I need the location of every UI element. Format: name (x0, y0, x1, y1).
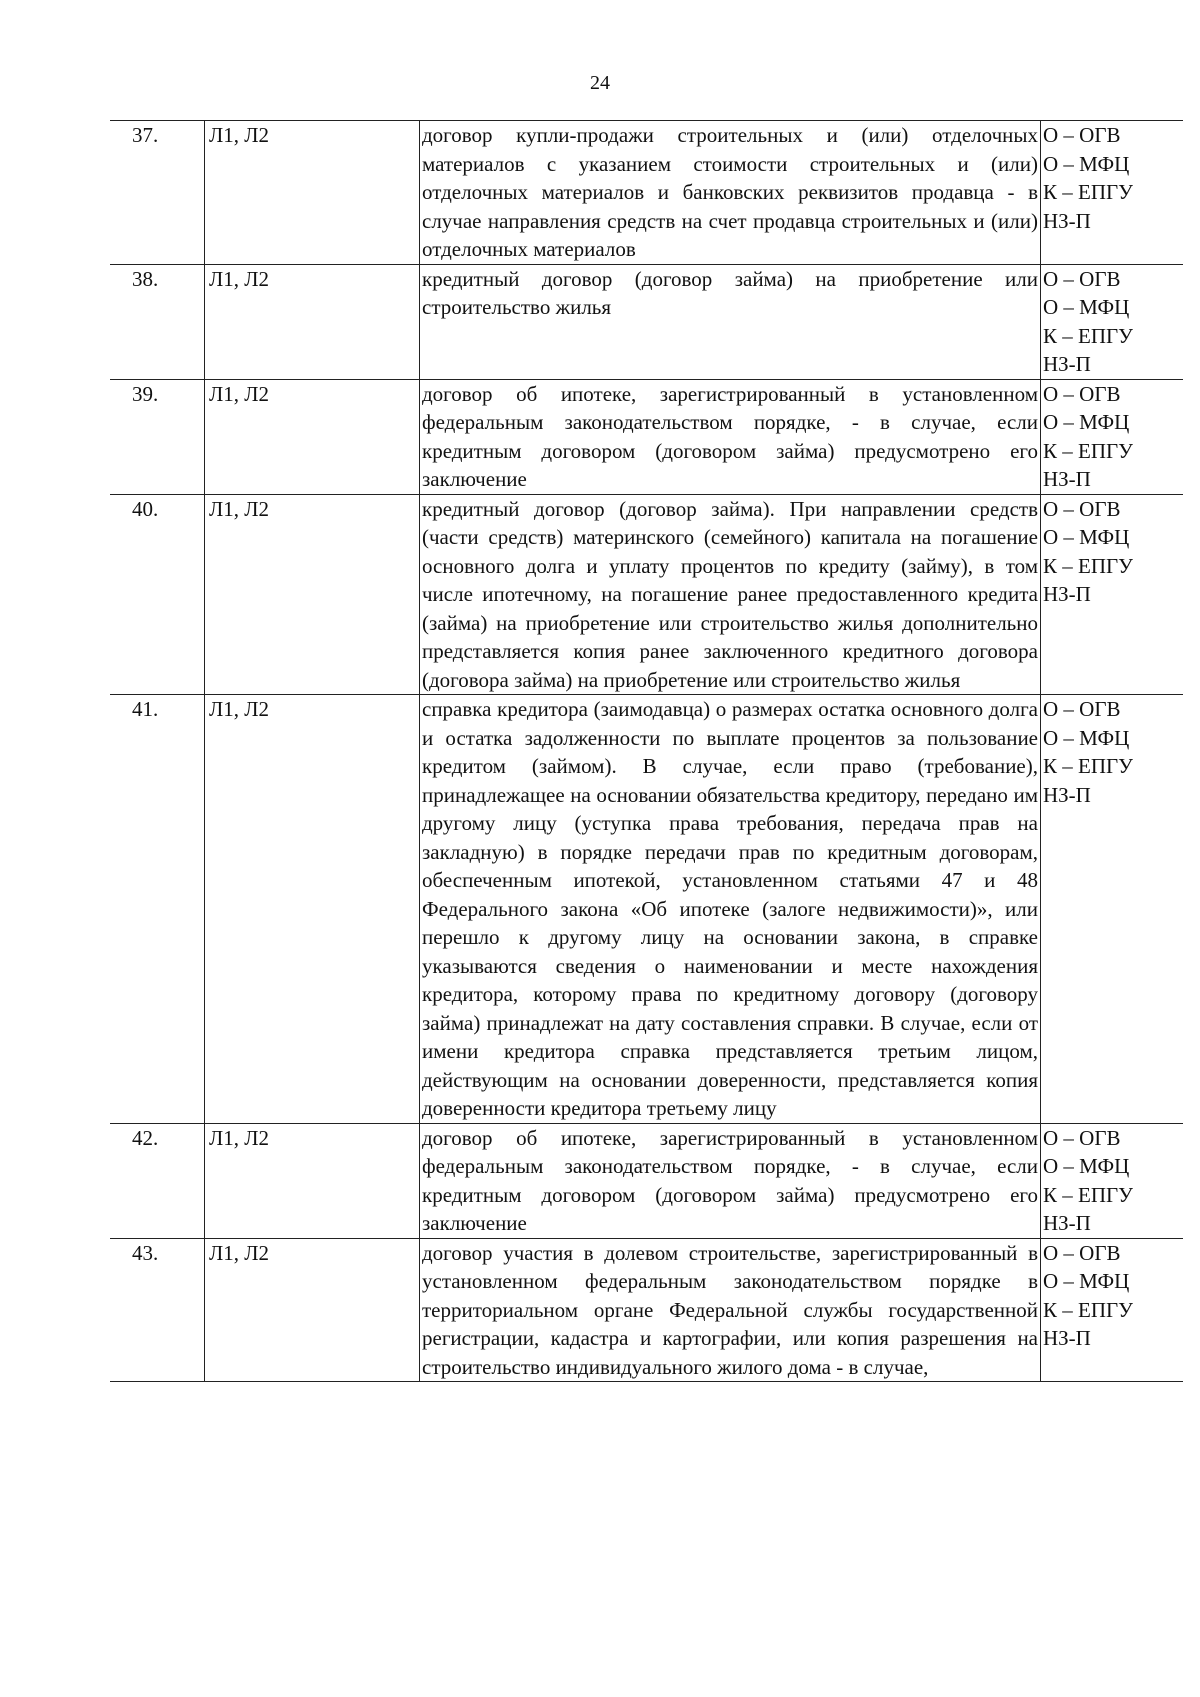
row-forms (1041, 121, 1184, 265)
form-item: НЗ-П (1043, 467, 1091, 491)
form-item: О – ОГВ (1043, 1125, 1121, 1150)
form-item: О – МФЦ (1043, 525, 1130, 549)
table-row (110, 121, 1183, 265)
row-number: 37. (110, 121, 205, 265)
row-number: 38. (110, 264, 205, 379)
row-forms (1041, 1123, 1184, 1238)
form-item: О – МФЦ (1043, 151, 1130, 176)
row-forms (1041, 379, 1184, 494)
table-row (110, 264, 1183, 379)
form-item: О – ОГВ (1043, 697, 1121, 721)
form-item: О – МФЦ (1043, 295, 1130, 319)
row-description: договор об ипотеке, зарегистрированный в установленном федеральным законодательством порядке, - в случае, если кредитным договором (договором займа) предусмотрено его заключение (420, 379, 1041, 494)
table-row (110, 1123, 1183, 1238)
form-item: К – ЕПГУ (1043, 180, 1134, 204)
documents-table (110, 120, 1183, 1382)
form-item: О – ОГВ (1043, 1240, 1121, 1265)
row-description: кредитный договор (договор займа). При направлении средств (части средств) материнского (семейного) капитала на погашение основного долга и уплату процентов по кредиту (займу), в том числе ипотечному, на погашение ранее предоставленного кредита (займа) на приобретение или строительство жилья дополнительно представляется копия ранее заключенного кредитного договора (договора займа) на приобретение или строительство жилья (420, 494, 1041, 695)
form-item: О – ОГВ (1043, 123, 1121, 147)
row-code: Л1, Л2 (205, 494, 420, 695)
row-code: Л1, Л2 (205, 1123, 420, 1238)
row-description: справка кредитора (заимодавца) о размерах остатка основного долга и остатка задолженности по выплате процентов за пользование кредитом (займом). В случае, если право (требование), принадлежащее на основании обязательства кредитору, передано им другому лицу (уступка права требования, передача прав на закладную) в порядке передачи прав по кредитным договорам, обеспеченным ипотекой, установленном статьями 47 и 48 Федерального закона «Об ипотеке (залоге недвижимости)», или перешло к другому лицу на основании закона, в справке указываются сведения о наименовании и месте нахождения кредитора, которому права по кредитному договору (договору займа) принадлежат на дату составления справки. В случае, если от имени кредитора справка представляется третьим лицом, действующим на основании доверенности, представляется копия доверенности кредитора третьему лицу (420, 695, 1041, 1124)
form-item: К – ЕПГУ (1043, 323, 1134, 348)
row-number: 42. (110, 1123, 205, 1238)
row-number: 40. (110, 494, 205, 695)
row-number: 41. (110, 695, 205, 1124)
row-description: договор об ипотеке, зарегистрированный в установленном федеральным законодательством порядке, - в случае, если кредитным договором (договором займа) предусмотрено его заключение (420, 1123, 1041, 1238)
page-number: 24 (590, 72, 610, 94)
row-forms (1041, 1238, 1184, 1382)
row-code: Л1, Л2 (205, 121, 420, 265)
row-code: Л1, Л2 (205, 379, 420, 494)
row-forms (1041, 494, 1184, 695)
row-number: 39. (110, 379, 205, 494)
row-description: договор участия в долевом строительстве, зарегистрированный в установленном федеральным законодательством порядке в территориальном органе Федеральной службы государственной регистрации, кадастра и картографии, или копия разрешения на строительство индивидуального жилого дома - в случае, (420, 1238, 1041, 1382)
form-item: К – ЕПГУ (1043, 1297, 1134, 1322)
row-code: Л1, Л2 (205, 695, 420, 1124)
row-code: Л1, Л2 (205, 1238, 420, 1382)
table-row (110, 1238, 1183, 1382)
form-item: НЗ-П (1043, 1326, 1091, 1350)
form-item: К – ЕПГУ (1043, 1182, 1134, 1207)
form-item: О – ОГВ (1043, 381, 1121, 406)
form-item: НЗ-П (1043, 782, 1091, 807)
form-item: К – ЕПГУ (1043, 553, 1134, 578)
form-item: К – ЕПГУ (1043, 754, 1134, 778)
form-item: О – МФЦ (1043, 410, 1130, 434)
row-description: договор купли-продажи строительных и (или) отделочных материалов с указанием стоимости строительных и (или) отделочных материалов и банковских реквизитов продавца - в случае направления средств на счет продавца строительных и (или) отделочных материалов (420, 121, 1041, 265)
form-item: НЗ-П (1043, 352, 1091, 376)
table-row (110, 379, 1183, 494)
form-item: НЗ-П (1043, 582, 1091, 606)
form-item: О – МФЦ (1043, 1154, 1130, 1178)
form-item: О – МФЦ (1043, 725, 1130, 750)
form-item: О – ОГВ (1043, 496, 1121, 521)
row-code: Л1, Л2 (205, 264, 420, 379)
form-item: К – ЕПГУ (1043, 438, 1134, 463)
form-item: НЗ-П (1043, 1211, 1091, 1235)
table-row (110, 695, 1183, 1124)
row-forms (1041, 264, 1184, 379)
form-item: О – МФЦ (1043, 1269, 1130, 1293)
form-item: НЗ-П (1043, 208, 1091, 233)
row-description: кредитный договор (договор займа) на приобретение или строительство жилья (420, 264, 1041, 379)
form-item: О – ОГВ (1043, 266, 1121, 291)
table-row (110, 494, 1183, 695)
row-number: 43. (110, 1238, 205, 1382)
row-forms (1041, 695, 1184, 1124)
